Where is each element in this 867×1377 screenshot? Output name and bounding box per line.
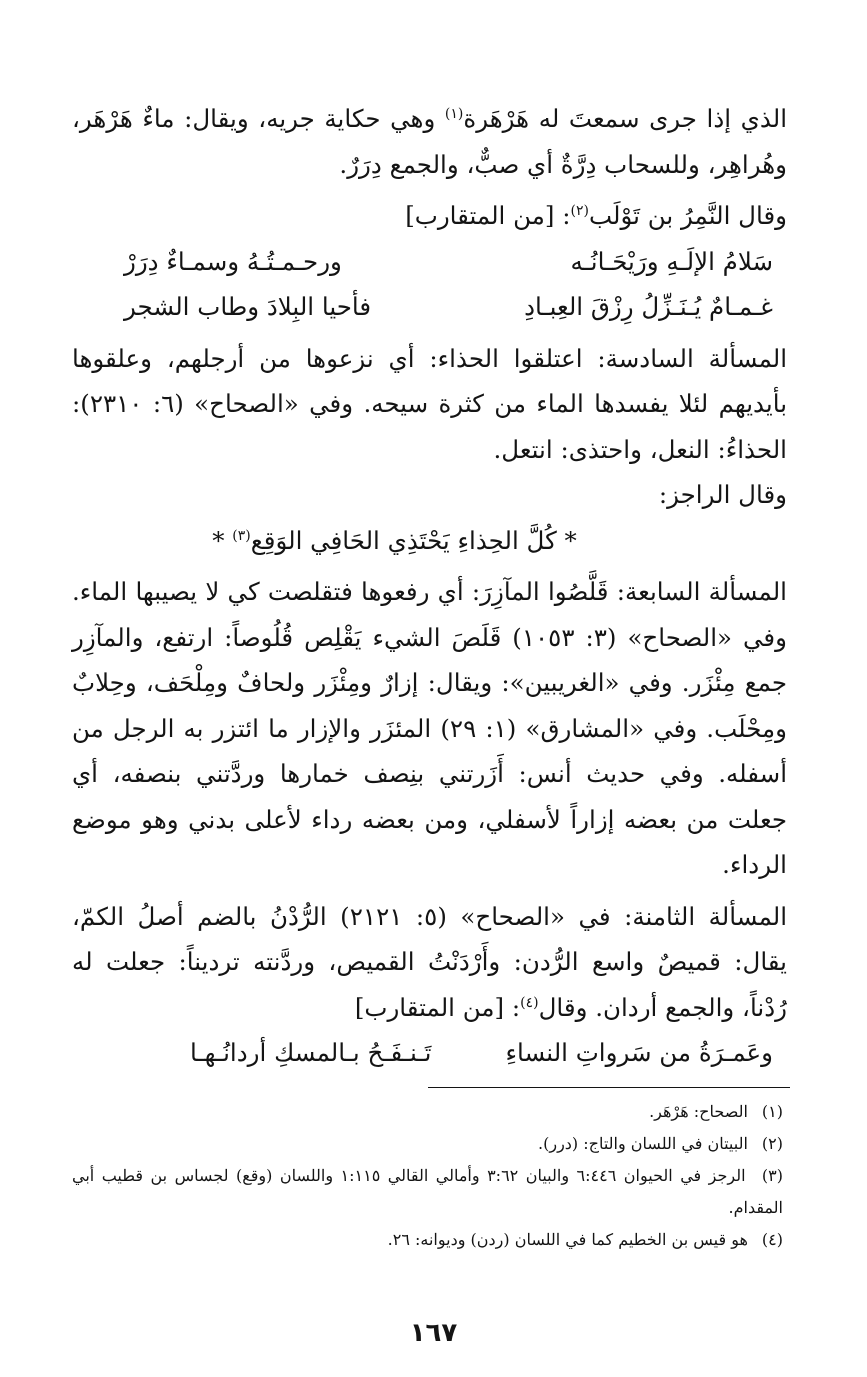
footnote-3: [72, 1160, 783, 1224]
paragraph-text: المسألة الثامنة: في «الصحاح» (٥: ٢١٢١) الرُّدْنُ بالضم أصلُ الكمّ، يقال: قميصٌ واسع الرُّدن: وأَرْدَنْتُ القميص، وردَّنته ترديناً: جعلت له رُدْناً، والجمع أردان. وقال: [72, 901, 788, 1022]
paragraph-issue-7: المسألة السابعة: قَلَّصُوا المآزِرَ: أي رفعوها فتقلصت كي لا يصيبها الماء. وفي «الصحاح» (٣: ١٠٥٣) قَلَصَ الشيء يَقْلِص قُلُوصاً: ارتفع، والمآزِر جمع مِئْزَر. وفي «الغريبين»: ويقال: إزارٌ ومِئْزَر ولحافٌ ومِلْحَف، وحِلابٌ ومِحْلَب. وفي «المشارق» (١: ٢٩) المئزَر والإزار ما ائتزر به الرجل من أسفله. وفي حديث أنس: أَزَرتني بنِصف خمارها وردَّتني بنصفه، أي جعلت من بعضه إزاراً لأسفلي، ومن بعضه رداء لأعلى بدني وهو موضع الرداء.: [72, 577, 788, 879]
footnote-text: الرجز في الحيوان ٦:٤٤٦ والبيان ٣:٦٢ وأمالي القالي ١:١١٥ واللسان (وقع) لجساس بن قطيب أبي المقدام.: [72, 1166, 783, 1217]
verse-line-3: [190, 1030, 773, 1076]
paragraph-1: [72, 96, 787, 187]
footnote-4: [72, 1224, 783, 1256]
rajaz-verse: [72, 518, 787, 564]
footnote-number: (١): [761, 1102, 783, 1121]
meter-label: : [من المتقارب]: [405, 201, 571, 230]
rajaz-intro: وقال الراجز:: [658, 480, 787, 509]
hemistich-second: فأحيا البِلادَ وطاب الشجر: [124, 292, 372, 321]
hemistich-second: تَـنـفَـحُ بـالمسكِ أردانُـهـا: [190, 1038, 432, 1067]
footnote-text: هو قيس بن الخطيم كما في اللسان (ردن) وديوانه: ٢٦.: [387, 1230, 748, 1249]
footnote-number: (٣): [761, 1166, 783, 1185]
footnote-text: الصحاح: هَرْهَر.: [649, 1102, 748, 1121]
poem-intro-1: [72, 193, 787, 239]
paragraph-issue-8: [72, 894, 787, 1031]
hemistich-first: غـمـامٌ يُـنَـزِّلُ رِزْقَ العِبـادِ: [524, 292, 773, 321]
rajaz-end: *: [212, 525, 233, 555]
paragraph-issue-6: المسألة السادسة: اعتلقوا الحذاء: أي نزعوها من أرجلهم، وعلقوها بأيديهم لئلا يفسدها الماء من كثرة سيحه. وفي «الصحاح» (٦: ٢٣١٠): الحذاءُ: النعل، واحتذى: انتعل.: [72, 343, 788, 464]
rajaz-text: * كُلَّ الحِذاءِ يَحْتَذِي الحَافِي الوَقِع: [250, 525, 577, 555]
main-text: [72, 96, 787, 1076]
footnote-2: [72, 1128, 783, 1160]
hemistich-second: ورحـمـتُـهُ وسمـاءٌ دِرَرْ: [124, 246, 342, 276]
footnote-text: البيتان في اللسان والتاج: (درر).: [538, 1134, 748, 1153]
footnote-ref-3: (٣): [232, 527, 251, 544]
verse-line-1: [124, 239, 773, 285]
footnote-ref-4: (٤): [520, 994, 539, 1011]
page-number: ١٦٧: [409, 1318, 458, 1348]
footnote-divider: [428, 1087, 790, 1088]
footnote-number: (٢): [761, 1134, 783, 1153]
intro-text: وقال النَّمِرُ بن تَوْلَب: [589, 201, 787, 230]
paragraph-text: الذي إذا جرى سمعتَ له هَرْهَرة: [463, 104, 787, 133]
verse-line-2: [124, 284, 773, 330]
hemistich-first: سَلامُ الإلَـهِ ورَيْحَـانُـه: [570, 246, 773, 276]
footnote-ref-1: (١): [444, 105, 464, 122]
footnote-number: (٤): [761, 1230, 783, 1249]
hemistich-first: وعَمـرَةُ من سَرواتِ النساءِ: [505, 1038, 773, 1067]
paragraph-text: وهي حكاية جريه، ويقال: ماءٌ هَرْهَر، وهُراهِر، وللسحاب دِرَّةٌ أي صبٌّ، والجمع دِرَرٌ.: [72, 104, 787, 179]
footnotes: [72, 1096, 783, 1256]
footnote-ref-2: (٢): [570, 202, 589, 219]
footnote-1: [72, 1096, 783, 1128]
meter-label: : [من المتقارب]: [354, 992, 521, 1022]
